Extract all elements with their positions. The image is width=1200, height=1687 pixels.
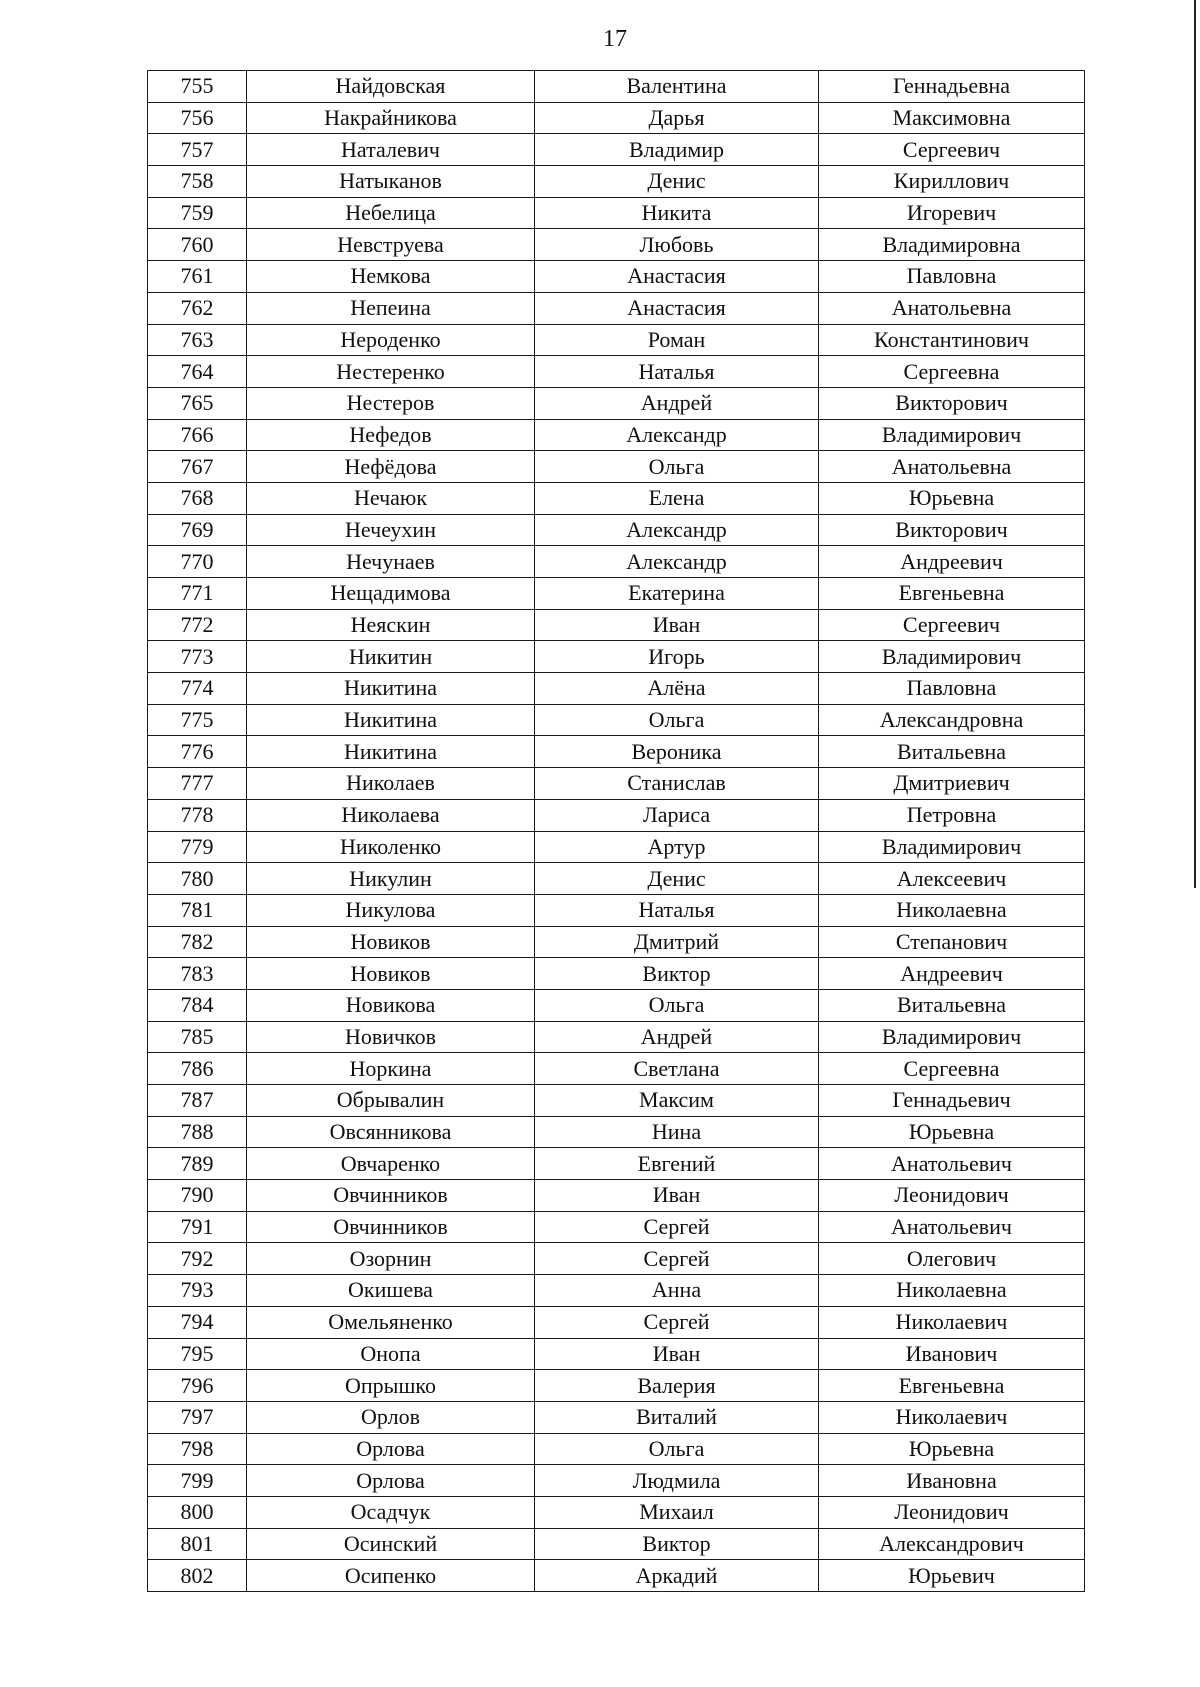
patronymic-cell: Владимирович	[819, 641, 1085, 673]
row-number-cell: 762	[148, 292, 247, 324]
patronymic-cell: Андреевич	[819, 958, 1085, 990]
first-name-cell: Ольга	[535, 1433, 819, 1465]
table-row	[148, 546, 1085, 578]
first-name-cell: Аркадий	[535, 1560, 819, 1592]
first-name-cell: Владимир	[535, 134, 819, 166]
first-name-cell: Ольга	[535, 704, 819, 736]
first-name-cell: Анастасия	[535, 261, 819, 293]
patronymic-cell: Константинович	[819, 324, 1085, 356]
table-row	[148, 229, 1085, 261]
table-row	[148, 134, 1085, 166]
row-number-cell: 794	[148, 1306, 247, 1338]
page-number: 17	[603, 26, 627, 52]
first-name-cell: Наталья	[535, 356, 819, 388]
table-row	[148, 387, 1085, 419]
first-name-cell: Денис	[535, 166, 819, 198]
first-name-cell: Иван	[535, 1180, 819, 1212]
last-name-cell: Обрывалин	[247, 1085, 535, 1117]
roster-table-body	[148, 71, 1085, 1592]
patronymic-cell: Владимирович	[819, 831, 1085, 863]
last-name-cell: Николенко	[247, 831, 535, 863]
last-name-cell: Неяскин	[247, 609, 535, 641]
last-name-cell: Николаев	[247, 768, 535, 800]
table-row	[148, 641, 1085, 673]
table-row	[148, 768, 1085, 800]
last-name-cell: Натыканов	[247, 166, 535, 198]
last-name-cell: Новикова	[247, 989, 535, 1021]
first-name-cell: Никита	[535, 197, 819, 229]
first-name-cell: Валентина	[535, 71, 819, 103]
table-row	[148, 1338, 1085, 1370]
table-row	[148, 1116, 1085, 1148]
row-number-cell: 758	[148, 166, 247, 198]
patronymic-cell: Викторович	[819, 514, 1085, 546]
patronymic-cell: Кириллович	[819, 166, 1085, 198]
row-number-cell: 793	[148, 1275, 247, 1307]
row-number-cell: 786	[148, 1053, 247, 1085]
table-row	[148, 102, 1085, 134]
first-name-cell: Валерия	[535, 1370, 819, 1402]
first-name-cell: Дмитрий	[535, 926, 819, 958]
table-row	[148, 1211, 1085, 1243]
table-row	[148, 1401, 1085, 1433]
patronymic-cell: Владимировна	[819, 229, 1085, 261]
row-number-cell: 768	[148, 482, 247, 514]
last-name-cell: Нефедов	[247, 419, 535, 451]
first-name-cell: Вероника	[535, 736, 819, 768]
patronymic-cell: Максимовна	[819, 102, 1085, 134]
patronymic-cell: Дмитриевич	[819, 768, 1085, 800]
table-row	[148, 926, 1085, 958]
row-number-cell: 761	[148, 261, 247, 293]
patronymic-cell: Евгеньевна	[819, 1370, 1085, 1402]
first-name-cell: Александр	[535, 514, 819, 546]
row-number-cell: 764	[148, 356, 247, 388]
first-name-cell: Михаил	[535, 1496, 819, 1528]
last-name-cell: Окишева	[247, 1275, 535, 1307]
patronymic-cell: Юрьевна	[819, 1433, 1085, 1465]
patronymic-cell: Иванович	[819, 1338, 1085, 1370]
row-number-cell: 770	[148, 546, 247, 578]
patronymic-cell: Юрьевич	[819, 1560, 1085, 1592]
first-name-cell: Станислав	[535, 768, 819, 800]
row-number-cell: 778	[148, 799, 247, 831]
first-name-cell: Алёна	[535, 673, 819, 705]
row-number-cell: 773	[148, 641, 247, 673]
first-name-cell: Виктор	[535, 958, 819, 990]
last-name-cell: Омельяненко	[247, 1306, 535, 1338]
row-number-cell: 785	[148, 1021, 247, 1053]
patronymic-cell: Анатольевна	[819, 292, 1085, 324]
table-row	[148, 1528, 1085, 1560]
first-name-cell: Иван	[535, 609, 819, 641]
row-number-cell: 801	[148, 1528, 247, 1560]
first-name-cell: Виталий	[535, 1401, 819, 1433]
row-number-cell: 756	[148, 102, 247, 134]
first-name-cell: Александр	[535, 546, 819, 578]
last-name-cell: Овчинников	[247, 1180, 535, 1212]
table-row	[148, 451, 1085, 483]
table-row	[148, 324, 1085, 356]
last-name-cell: Орлова	[247, 1433, 535, 1465]
table-row	[148, 419, 1085, 451]
first-name-cell: Наталья	[535, 894, 819, 926]
row-number-cell: 777	[148, 768, 247, 800]
table-row	[148, 863, 1085, 895]
patronymic-cell: Юрьевна	[819, 482, 1085, 514]
patronymic-cell: Сергеевна	[819, 1053, 1085, 1085]
patronymic-cell: Петровна	[819, 799, 1085, 831]
last-name-cell: Новиков	[247, 926, 535, 958]
table-row	[148, 1560, 1085, 1592]
table-row	[148, 1053, 1085, 1085]
first-name-cell: Сергей	[535, 1243, 819, 1275]
patronymic-cell: Сергеевич	[819, 609, 1085, 641]
patronymic-cell: Александровна	[819, 704, 1085, 736]
first-name-cell: Артур	[535, 831, 819, 863]
last-name-cell: Нечунаев	[247, 546, 535, 578]
table-row	[148, 1465, 1085, 1497]
table-row	[148, 1275, 1085, 1307]
last-name-cell: Никитина	[247, 673, 535, 705]
last-name-cell: Никитина	[247, 736, 535, 768]
last-name-cell: Норкина	[247, 1053, 535, 1085]
patronymic-cell: Игоревич	[819, 197, 1085, 229]
first-name-cell: Андрей	[535, 1021, 819, 1053]
roster-table	[147, 70, 1085, 1592]
row-number-cell: 788	[148, 1116, 247, 1148]
first-name-cell: Александр	[535, 419, 819, 451]
first-name-cell: Ольга	[535, 451, 819, 483]
table-row	[148, 1496, 1085, 1528]
last-name-cell: Немкова	[247, 261, 535, 293]
row-number-cell: 769	[148, 514, 247, 546]
row-number-cell: 767	[148, 451, 247, 483]
table-row	[148, 71, 1085, 103]
row-number-cell: 771	[148, 578, 247, 610]
table-row	[148, 261, 1085, 293]
row-number-cell: 795	[148, 1338, 247, 1370]
patronymic-cell: Евгеньевна	[819, 578, 1085, 610]
patronymic-cell: Сергеевич	[819, 134, 1085, 166]
row-number-cell: 792	[148, 1243, 247, 1275]
last-name-cell: Небелица	[247, 197, 535, 229]
first-name-cell: Евгений	[535, 1148, 819, 1180]
last-name-cell: Найдовская	[247, 71, 535, 103]
patronymic-cell: Анатольевна	[819, 451, 1085, 483]
row-number-cell: 797	[148, 1401, 247, 1433]
last-name-cell: Осадчук	[247, 1496, 535, 1528]
row-number-cell: 787	[148, 1085, 247, 1117]
first-name-cell: Игорь	[535, 641, 819, 673]
patronymic-cell: Анатольевич	[819, 1211, 1085, 1243]
table-row	[148, 894, 1085, 926]
table-row	[148, 799, 1085, 831]
patronymic-cell: Витальевна	[819, 736, 1085, 768]
last-name-cell: Орлов	[247, 1401, 535, 1433]
last-name-cell: Никитин	[247, 641, 535, 673]
last-name-cell: Невструева	[247, 229, 535, 261]
table-row	[148, 1085, 1085, 1117]
patronymic-cell: Николаевич	[819, 1306, 1085, 1338]
last-name-cell: Непеина	[247, 292, 535, 324]
table-row	[148, 1370, 1085, 1402]
last-name-cell: Накрайникова	[247, 102, 535, 134]
last-name-cell: Осинский	[247, 1528, 535, 1560]
row-number-cell: 775	[148, 704, 247, 736]
patronymic-cell: Николаевна	[819, 894, 1085, 926]
patronymic-cell: Ивановна	[819, 1465, 1085, 1497]
last-name-cell: Нероденко	[247, 324, 535, 356]
row-number-cell: 790	[148, 1180, 247, 1212]
last-name-cell: Новичков	[247, 1021, 535, 1053]
row-number-cell: 776	[148, 736, 247, 768]
row-number-cell: 766	[148, 419, 247, 451]
first-name-cell: Дарья	[535, 102, 819, 134]
first-name-cell: Анастасия	[535, 292, 819, 324]
table-row	[148, 673, 1085, 705]
first-name-cell: Анна	[535, 1275, 819, 1307]
last-name-cell: Онопа	[247, 1338, 535, 1370]
patronymic-cell: Викторович	[819, 387, 1085, 419]
table-row	[148, 704, 1085, 736]
patronymic-cell: Александрович	[819, 1528, 1085, 1560]
first-name-cell: Светлана	[535, 1053, 819, 1085]
first-name-cell: Елена	[535, 482, 819, 514]
last-name-cell: Овсянникова	[247, 1116, 535, 1148]
row-number-cell: 789	[148, 1148, 247, 1180]
first-name-cell: Роман	[535, 324, 819, 356]
table-row	[148, 1148, 1085, 1180]
table-row	[148, 831, 1085, 863]
patronymic-cell: Сергеевна	[819, 356, 1085, 388]
patronymic-cell: Олегович	[819, 1243, 1085, 1275]
last-name-cell: Овчинников	[247, 1211, 535, 1243]
last-name-cell: Наталевич	[247, 134, 535, 166]
scan-edge-line	[1194, 0, 1196, 888]
first-name-cell: Нина	[535, 1116, 819, 1148]
patronymic-cell: Павловна	[819, 673, 1085, 705]
table-row	[148, 482, 1085, 514]
row-number-cell: 763	[148, 324, 247, 356]
table-row	[148, 958, 1085, 990]
patronymic-cell: Николаевич	[819, 1401, 1085, 1433]
table-row	[148, 166, 1085, 198]
first-name-cell: Лариса	[535, 799, 819, 831]
patronymic-cell: Геннадьевич	[819, 1085, 1085, 1117]
row-number-cell: 783	[148, 958, 247, 990]
patronymic-cell: Леонидович	[819, 1180, 1085, 1212]
row-number-cell: 802	[148, 1560, 247, 1592]
table-row	[148, 292, 1085, 324]
last-name-cell: Никулова	[247, 894, 535, 926]
patronymic-cell: Леонидович	[819, 1496, 1085, 1528]
last-name-cell: Никулин	[247, 863, 535, 895]
table-row	[148, 609, 1085, 641]
patronymic-cell: Павловна	[819, 261, 1085, 293]
table-row	[148, 989, 1085, 1021]
patronymic-cell: Геннадьевна	[819, 71, 1085, 103]
last-name-cell: Никитина	[247, 704, 535, 736]
table-row	[148, 578, 1085, 610]
last-name-cell: Нечаюк	[247, 482, 535, 514]
table-row	[148, 1433, 1085, 1465]
first-name-cell: Денис	[535, 863, 819, 895]
row-number-cell: 765	[148, 387, 247, 419]
table-row	[148, 356, 1085, 388]
patronymic-cell: Андреевич	[819, 546, 1085, 578]
table-row	[148, 736, 1085, 768]
row-number-cell: 772	[148, 609, 247, 641]
last-name-cell: Осипенко	[247, 1560, 535, 1592]
last-name-cell: Орлова	[247, 1465, 535, 1497]
table-row	[148, 1021, 1085, 1053]
patronymic-cell: Степанович	[819, 926, 1085, 958]
table-row	[148, 1306, 1085, 1338]
row-number-cell: 798	[148, 1433, 247, 1465]
last-name-cell: Нестеренко	[247, 356, 535, 388]
last-name-cell: Нещадимова	[247, 578, 535, 610]
row-number-cell: 784	[148, 989, 247, 1021]
row-number-cell: 760	[148, 229, 247, 261]
table-row	[148, 1180, 1085, 1212]
row-number-cell: 800	[148, 1496, 247, 1528]
last-name-cell: Николаева	[247, 799, 535, 831]
first-name-cell: Людмила	[535, 1465, 819, 1497]
last-name-cell: Овчаренко	[247, 1148, 535, 1180]
last-name-cell: Нестеров	[247, 387, 535, 419]
row-number-cell: 757	[148, 134, 247, 166]
last-name-cell: Озорнин	[247, 1243, 535, 1275]
patronymic-cell: Алексеевич	[819, 863, 1085, 895]
patronymic-cell: Анатольевич	[819, 1148, 1085, 1180]
row-number-cell: 781	[148, 894, 247, 926]
first-name-cell: Сергей	[535, 1211, 819, 1243]
row-number-cell: 782	[148, 926, 247, 958]
row-number-cell: 791	[148, 1211, 247, 1243]
row-number-cell: 759	[148, 197, 247, 229]
first-name-cell: Сергей	[535, 1306, 819, 1338]
row-number-cell: 796	[148, 1370, 247, 1402]
last-name-cell: Опрышко	[247, 1370, 535, 1402]
table-row	[148, 514, 1085, 546]
first-name-cell: Екатерина	[535, 578, 819, 610]
patronymic-cell: Владимирович	[819, 419, 1085, 451]
first-name-cell: Виктор	[535, 1528, 819, 1560]
first-name-cell: Ольга	[535, 989, 819, 1021]
patronymic-cell: Юрьевна	[819, 1116, 1085, 1148]
row-number-cell: 755	[148, 71, 247, 103]
row-number-cell: 774	[148, 673, 247, 705]
first-name-cell: Максим	[535, 1085, 819, 1117]
patronymic-cell: Витальевна	[819, 989, 1085, 1021]
last-name-cell: Нефёдова	[247, 451, 535, 483]
last-name-cell: Новиков	[247, 958, 535, 990]
first-name-cell: Андрей	[535, 387, 819, 419]
first-name-cell: Иван	[535, 1338, 819, 1370]
table-row	[148, 1243, 1085, 1275]
patronymic-cell: Владимирович	[819, 1021, 1085, 1053]
row-number-cell: 779	[148, 831, 247, 863]
row-number-cell: 780	[148, 863, 247, 895]
patronymic-cell: Николаевна	[819, 1275, 1085, 1307]
row-number-cell: 799	[148, 1465, 247, 1497]
last-name-cell: Нечеухин	[247, 514, 535, 546]
table-row	[148, 197, 1085, 229]
first-name-cell: Любовь	[535, 229, 819, 261]
